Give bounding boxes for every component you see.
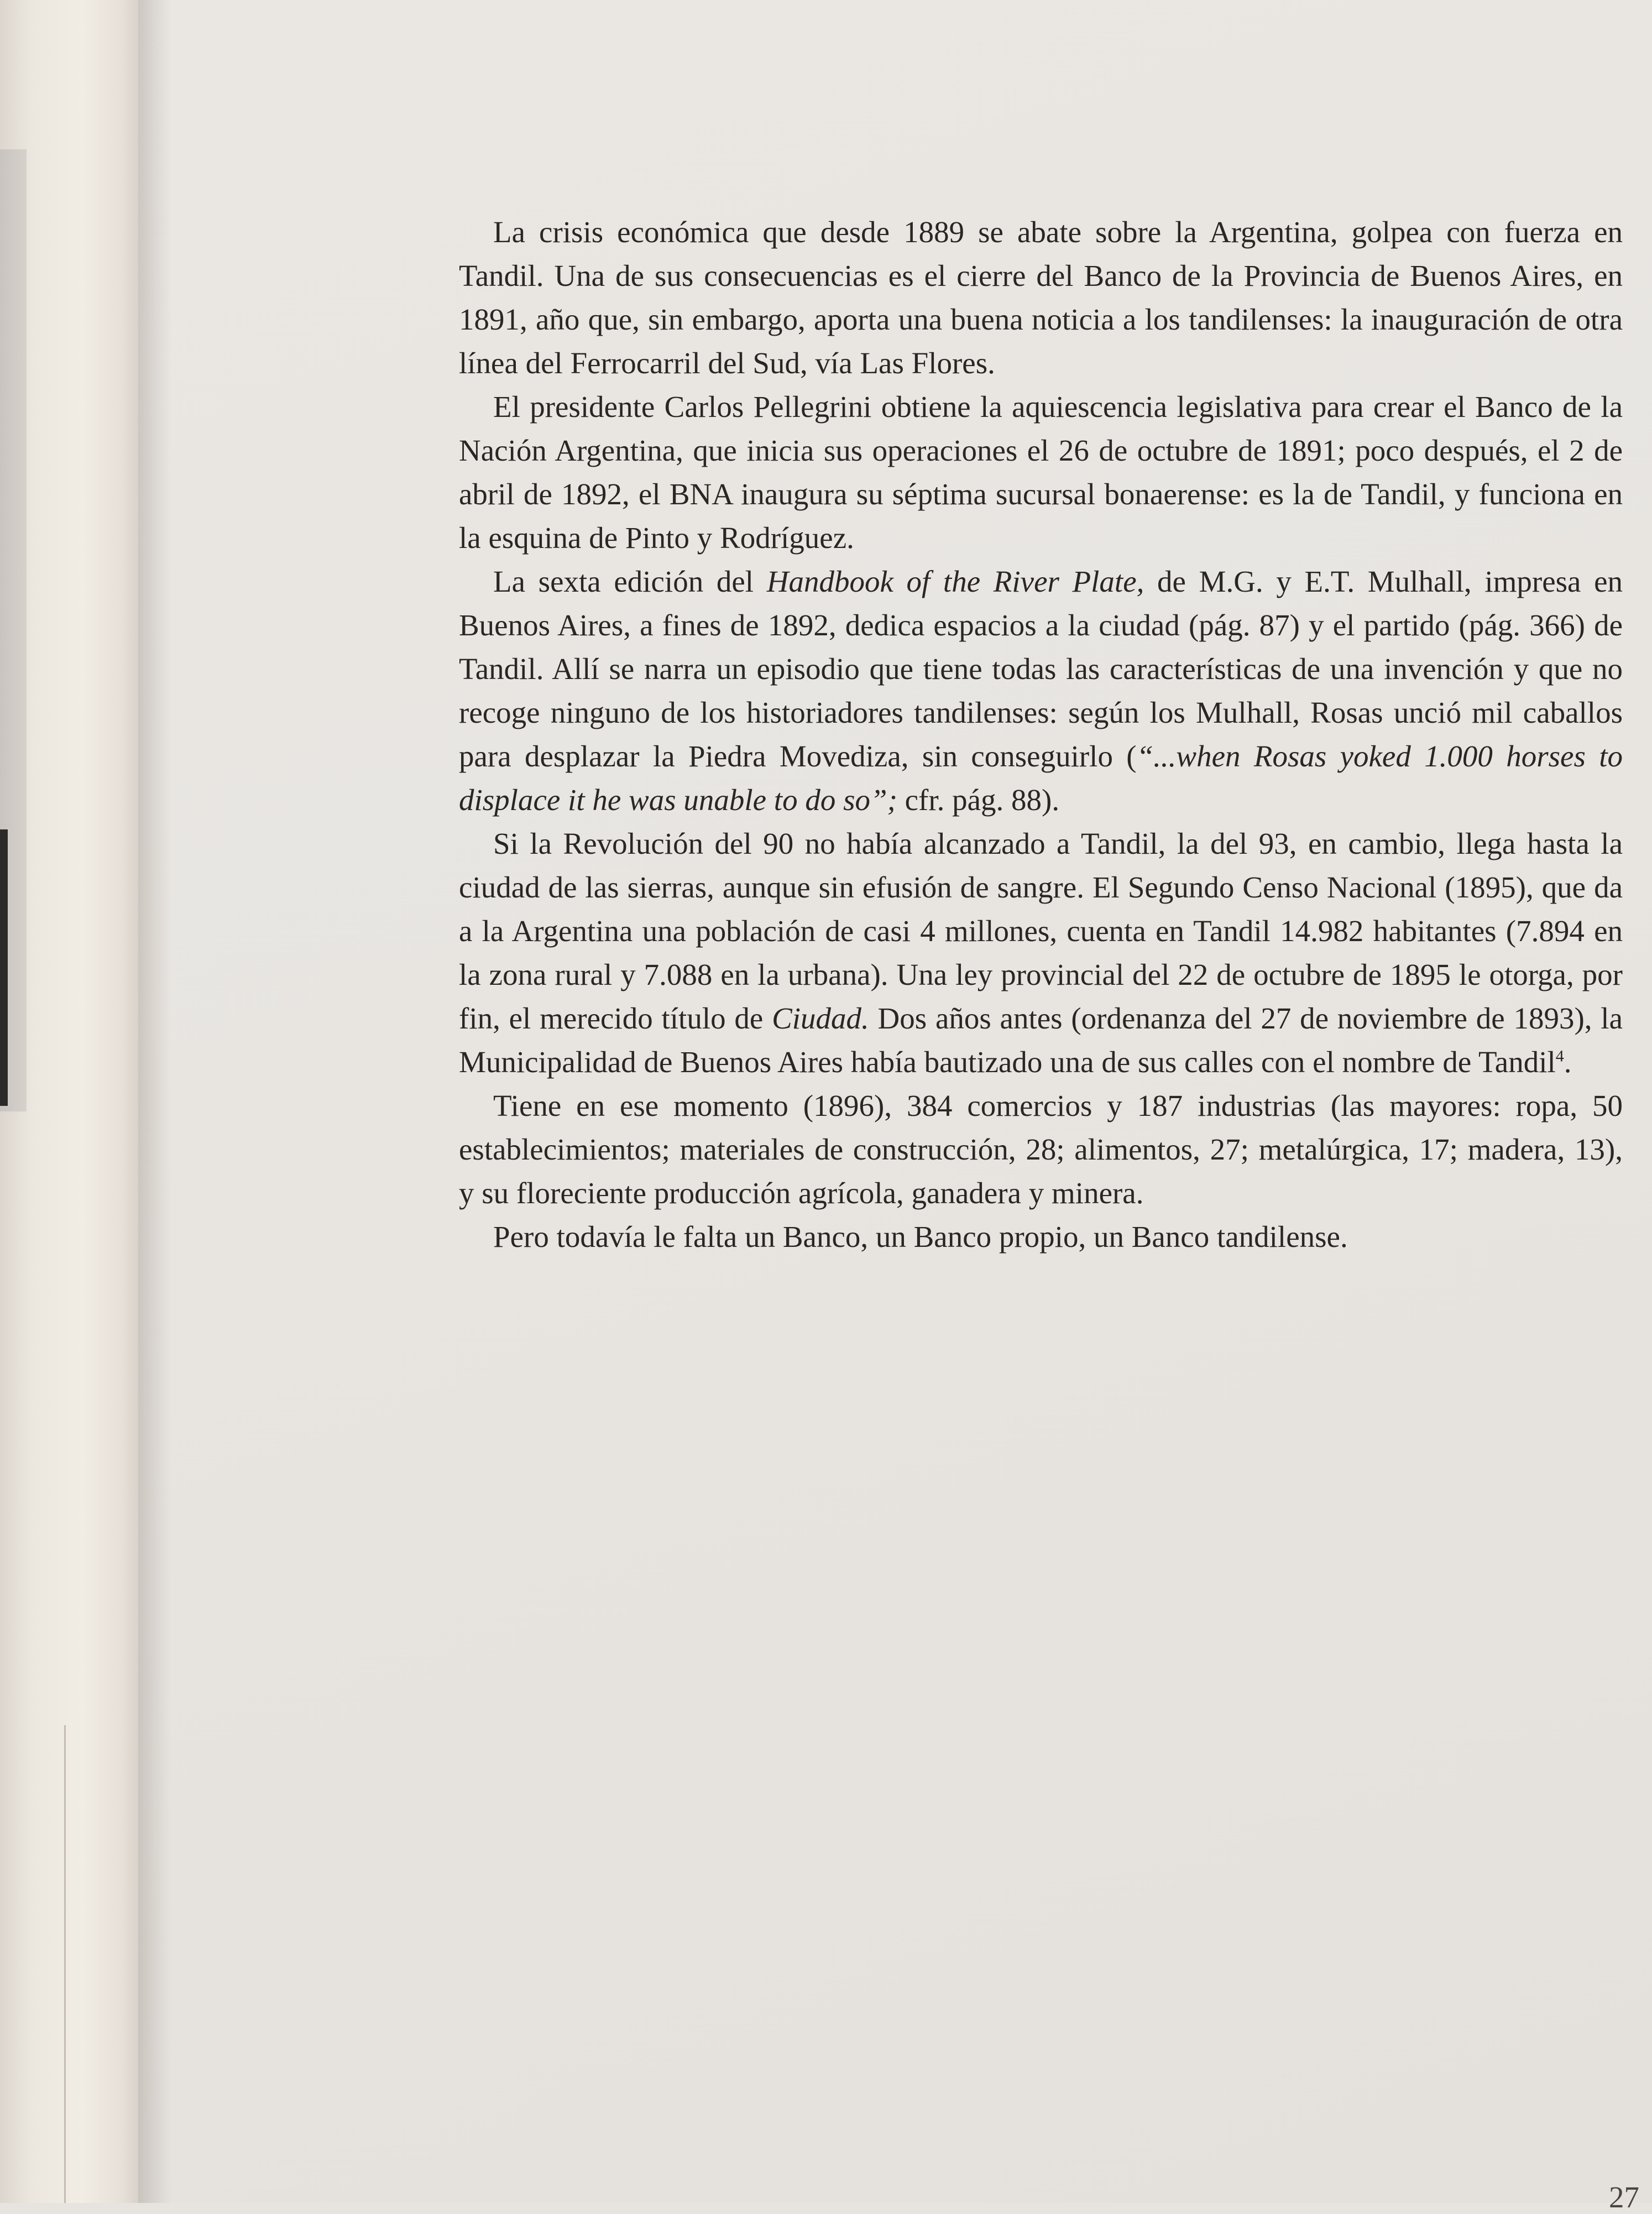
paragraph-3 xyxy=(459,560,1623,822)
paragraph-4-text-c: Dos años antes (ordenanza del 27 de noviembre de 1893), la Municipalidad de Buenos Aires había bautizado una de sus calles con el nombre de Tandil xyxy=(459,1001,1623,1079)
paragraph-1: La crisis económica que desde 1889 se abate sobre la Argentina, golpea con fuerza en Tandil. Una de sus consecuencias es el cierre del Banco de la Provincia de Buenos Aires, en 1891, año que, sin embargo, aporta una buena noticia a los tandilenses: la inauguración de otra línea del Ferrocarril del Sud, vía Las Flores. xyxy=(459,215,1623,380)
gutter-shadow xyxy=(138,0,171,2203)
paragraph-4 xyxy=(459,822,1623,1084)
book-title-italic: Handbook of the River Plate, xyxy=(766,565,1144,598)
adjacent-dark-strip xyxy=(0,829,8,1106)
quote-italic: “...when Rosas yoked 1.000 horses to displace it he was unable to do so”; xyxy=(459,739,1623,817)
paragraph-3-text-a: La sexta edición del xyxy=(493,565,767,598)
paragraph-2: El presidente Carlos Pellegrini obtiene la aquiescencia legislativa para crear el Banco de la Nación Argentina, que inicia sus operaciones el 26 de octubre de 1891; poco después, el 2 de abril de 1892, el BNA inaugura su séptima sucursal bonaerense: es la de Tandil, y funciona en la esquina de Pinto y Rodríguez. xyxy=(459,390,1623,555)
adjacent-page-edge-line xyxy=(64,1725,66,2203)
paragraph-3-text-c: de M.G. y E.T. Mulhall, impresa en Buenos Aires, a fines de 1892, dedica espacios a la ciudad (pág. 87) y el partido (pág. 366) de Tandil. Allí se narra un episodio que tiene todas las características de una invención y que no recoge ninguno de los historiadores tandilenses: según los Mulhall, Rosas unció mil caballos para desplazar la Piedra Movediza, sin conseguirlo ( xyxy=(459,565,1623,773)
body-text xyxy=(459,210,1623,1259)
paragraph-4-text-a: Si la Revolución del 90 no había alcanzado a Tandil, la del 93, en cambio, llega hasta la ciudad de las sierras, aunque sin efusión de sangre. El Segundo Censo Nacional (1895), que da a la Argentina una población de casi 4 millones, cuenta en Tandil 14.982 habitantes (7.894 en la zona rural y 7.088 en la urbana). Una ley provincial del 22 de octubre de 1895 le otorga, por fin, el merecido título de xyxy=(459,827,1623,1035)
page-number: 27 xyxy=(1609,2180,1639,2214)
book-page xyxy=(138,0,1652,2214)
paragraph-4-text-d: . xyxy=(1564,1045,1572,1079)
footnote-marker: 4 xyxy=(1555,1047,1564,1066)
adjacent-page xyxy=(0,0,138,2203)
ciudad-italic: Ciudad. xyxy=(772,1001,869,1035)
paragraph-3-text-e: cfr. pág. 88). xyxy=(897,783,1060,817)
paragraph-5: Tiene en ese momento (1896), 384 comercios y 187 industrias (las mayores: ropa, 50 establecimientos; materiales de construcción, 28; alimentos, 27; metalúrgica, 17; madera, 13), y su floreciente producción agrícola, ganadera y minera. xyxy=(459,1089,1623,1210)
paragraph-6: Pero todavía le falta un Banco, un Banco propio, un Banco tandilense. xyxy=(493,1220,1348,1254)
